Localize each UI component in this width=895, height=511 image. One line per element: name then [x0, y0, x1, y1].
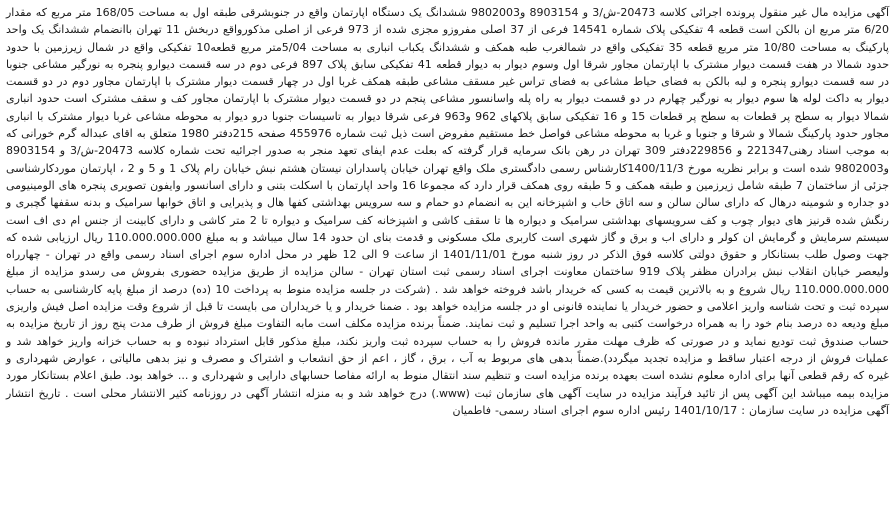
auction-notice-text: آگهی مزایده مال غیر منقول پرونده اجرائی کلاسه 20473-ش/3 و 8903154 و9802003 ششدانگ یک دستگاه اپارتمان واقع در جنوبشرقی طبقه اول به مساحت 168/05 متر مربع که مقدار 6/20 متر مربع ان بالکن است قطعه 4 تفکیکی پلاک شماره 14541 فرعی از 37 اصلی مفروزو مجزی شده از 973 فرعی از اصلی مذکورواقع دربخش 11 تهران باانضمام ششدانگ یک واحد پارکینگ به مساحت 10/80 متر مربع قطعه 35 تفکیکی واقع در شمالغرب طبه همکف و ششدانگ یکباب انباری به مساحت 5/04متر مربع قطعه10 تفکیکی واقع در شمال زیرزمین با حدود حدود شمالا در هفت قسمت دیوار مشترک با اپارتمان مجاور شرقا اول وسوم دیوار به دیوار قطعه 41 تفکیکی سابق پلاک 897 فرعی دوم در سه قسمت دیوارو پنجره به نورگیر مشاعی جنوبا در سه قسمت دیوارو پنجره و لبه بالکن به فضای حیاط مشاعی به فضای تراس غیر مسقف مشاعی طبقه همکف غربا اول در چهار قسمت دیوار مشترک با اپارتمان مجاور دوم در دو قسمت دیوار به داکت لوله ها سوم دیوار به نورگیر چهارم در دو قسمت دیوار به راه پله واسانسور مشاعی پنجم در دو قسمت دیوار مشترک با اپارتمان مجاور کف و سقف مشترک است حدود انباری شمالا دیوار به سطح پر قطعات به سطح پر قطعات 15 و 16 تفکیکی سابق پلاکهای 962 و963 فرعی شرقا دیوار به تاسیسات جنوبا درو دیوار به محوطه مشاعی غربا دیوار مشترک با انباری مجاور حدود پارکینگ شمالا و شرقا و جنوبا و غربا به محوطه مشاعی فواصل خط مستقیم مفروض است ذیل ثبت شماره 455976 صفحه 215دفتر 1980 متعلق به اقای عبداله گرم خورانی که به موجب اسناد رهنی221347 و 229856دفتر 309 تهران در رهن بانک سرمایه قرار گرفته که بعلت عدم ایفای تعهد منجر به صدور اجرائیه تحت شماره کلاسه 20473-ش/3 و 8903154 و9802003 شده است و برابر نظریه مورخ 1400/11/3کارشناس رسمی دادگستری ملک واقع تهران خیابان پاسداران نیستان هشتم نبش خیابان رام پلاک 1 و 5 و 2 ، اپارتمان موردکارشناسی جزئی از ساختمان 7 طبقه شامل زیرزمین و طبقه همکف و 5 طبقه روی همکف قرار دارد که مجموعا 16 واحد اپارتمان با اسکلت بتنی و دارای اسانسور وایفون تصویری پنجره های الومینیومی دو جداره و شومینه درهال که دارای سالن سالن و سه اتاق خاب و اشپزخانه این به انضمام دو حمام و سه سرویس بهداشتی کفها هال و پذیرایی و اتاق خوابها سرامیک و بدنه سقفها گچبری و رنگش شده قرنیز های دیوار چوب و کف سرویسهای بهداشتی سرامیک و دیواره ها تا سقف کاشی و اشپزخانه کف سرامیک و دیواره تا 2 متر کاشی و دارای کابینت از جنس ام دی اف است سیستم سرمایش و گرمایش ان کولر و دارای اب و برق و گاز شهری است کاربری ملک مسکونی و قدمت بنای ان حدود 14 سال میباشد و به مبلغ 110.000.000.000 ریال ارزیابی شده که جهت وصول طلب بستانکار و حقوق دولتی کلاسه فوق الذکر در روز شنبه مورخ 1401/11/01 از ساعت 9 الی 12 ظهر در محل اداره سوم اجرای اسناد رسمی واقع در تهران - چهارراه ولیعصر خیابان انقلاب نبش برادران مظفر پلاک 919 ساختمان معاونت اجرای اسناد رسمی ثبت استان تهران - سالن مزایده از طریق مزایده حضوری بفروش می رسدو مزایده از مبلغ 110.000.000.000 ریال شروع و به بالاترین قیمت به کسی که خریدار باشد فروخته خواهد شد . (شرکت در جلسه مزایده منوط به پرداخت 10 (ده) درصد از مبلغ پایه کارشناسی به حساب سپرده ثبت و تحت شناسه واریز اعلامی و حضور خریدار یا نماینده قانونی او در جلسه مزایده خواهد بود . ضمنا خریدار و یا خریداران می بایست تا قبل از شروع وقت مزایده اصل فیش واریزی مبلغ ودیعه ده درصد بنام خود را به همراه درخواست کتبی به واحد اجرا تسلیم و ثبت نمایند. ضمناً برنده مزایده مکلف است مابه التفاوت مبلغ فروش از طرف مدت پنج روز از تاریخ مزایده به حساب صندوق ثبت تودیع نماید و در صورتی که ظرف مهلت مقرر مانده فروش را به حساب سپرده ثبت واریز نکند، مبلغ مذکور قابل استرداد نبوده و به حساب خزانه واریز خواهد شد و عملیات فروش از درجه اعتبار ساقط و مزایده تجدید میگردد).ضمناً بدهی های مربوط به آب ، برق ، گاز ، اعم از حق انشعاب و اشتراک و مصرف و نیز بدهی مالیاتی ، عوارض شهرداری و غیره که رقم قطعی آنها برای اداره معلوم نشده است بعهده برنده مزایده است و تنظیم سند انتقال منوط به ارائه مفاصا حسابهای دارایی و شهرداری و ... خواهد بود. طبق اعلام بستانکار مورد مزایده بیمه میباشد این آگهی پس از تائید فرآیند مزایده در سایت آگهی های سازمان ثبت (www.) درج خواهد شد و به منزله انتشار آگهی در روزنامه کثیر الانتشار محلی است . تاریخ انتشار آگهی مزایده در سایت سازمان : 1401/10/17 رئیس اداره سوم اجرای اسناد رسمی- فاطمیان	[6, 6, 890, 417]
